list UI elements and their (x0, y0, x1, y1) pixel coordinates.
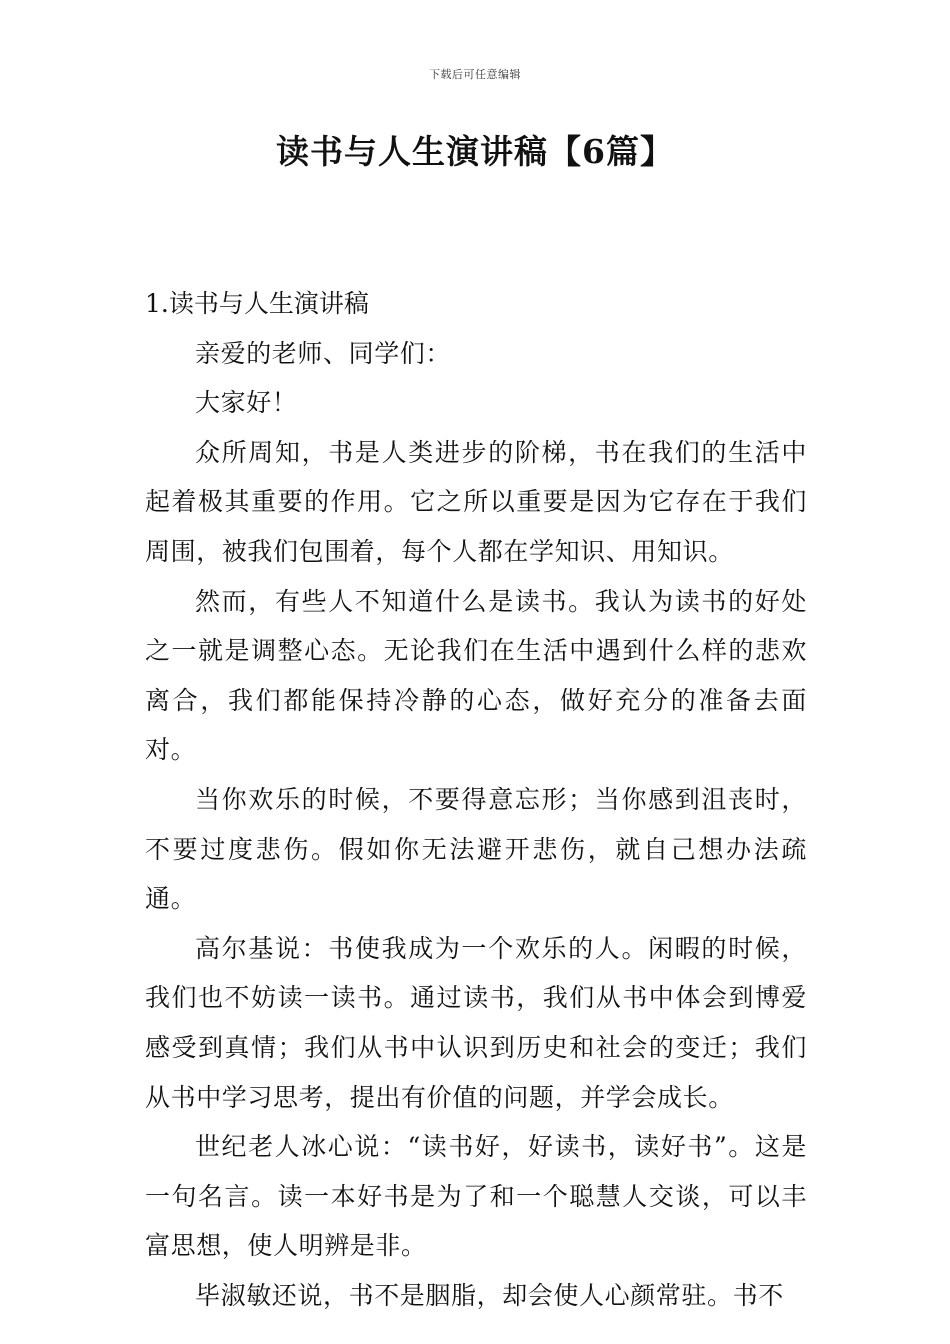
paragraph: 毕淑敏还说，书不是胭脂，却会使人心颜常驻。书不 (195, 1280, 784, 1310)
document-title: 读书与人生演讲稿【6篇】 (276, 132, 674, 171)
paragraph-salutation: 亲爱的老师、同学们： (195, 338, 452, 368)
paragraph: 高尔基说：书使我成为一个欢乐的人。闲暇的时候，我们也不妨读一读书。通过读书，我们从书中体会到博爱感受到真情；我们从书中认识到历史和社会的变迁；我们从书中学习思考，提出有价值的问题，并学会成长。 (145, 933, 807, 1112)
paragraph: 当你欢乐的时候，不要得意忘形；当你感到沮丧时，不要过度悲伤。假如你无法避开悲伤，就自己想办法疏通。 (145, 784, 807, 914)
paragraph: 众所周知，书是人类进步的阶梯，书在我们的生活中起着极其重要的作用。它之所以重要是因为它存在于我们周围，被我们包围着，每个人都在学知识、用知识。 (145, 437, 807, 566)
header-note: 下载后可任意编辑 (429, 68, 521, 81)
paragraph-greeting: 大家好！ (195, 388, 298, 418)
document-body (145, 279, 807, 1320)
paragraph: 世纪老人冰心说：“读书好，好读书，读好书”。这是一句名言。读一本好书是为了和一个聪慧人交谈，可以丰富思想，使人明辨是非。 (145, 1132, 807, 1261)
paragraph: 然而，有些人不知道什么是读书。我认为读书的好处之一就是调整心态。无论我们在生活中遇到什么样的悲欢离合，我们都能保持冷静的心态，做好充分的准备去面对。 (145, 586, 807, 765)
section-heading: 1.读书与人生演讲稿 (145, 289, 369, 318)
